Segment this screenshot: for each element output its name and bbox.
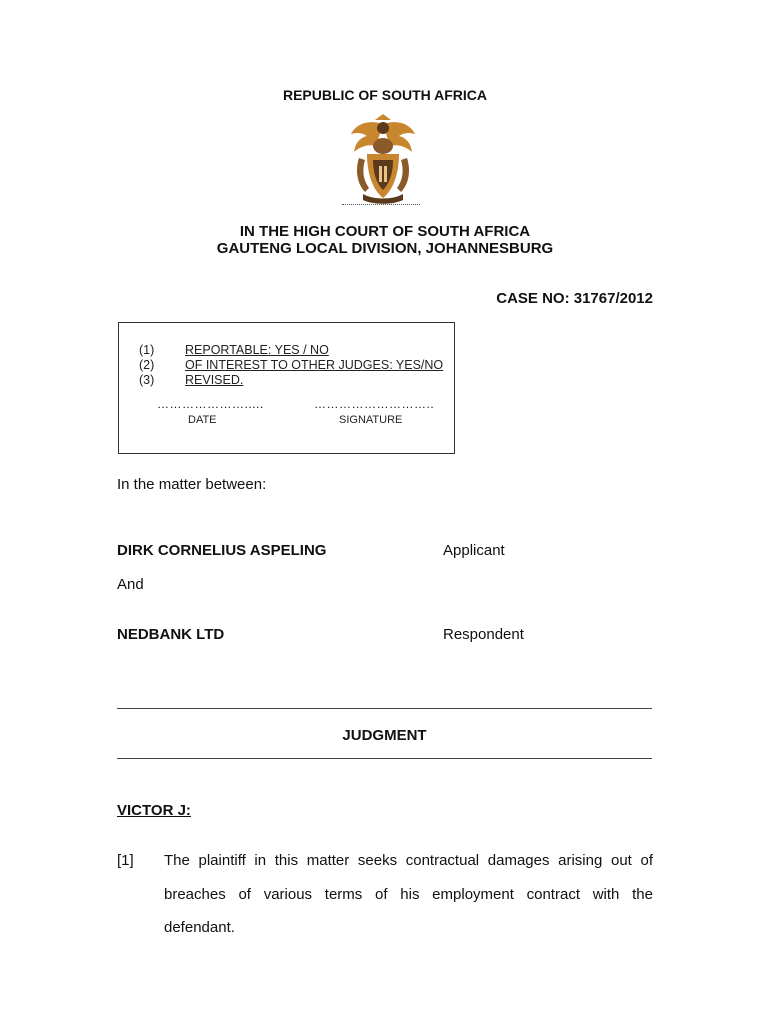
paragraph-line: The plaintiff in this matter seeks contractual damages arising out of bbox=[164, 852, 653, 869]
applicant-name: DIRK CORNELIUS ASPELING bbox=[117, 542, 327, 559]
matter-intro: In the matter between: bbox=[117, 476, 267, 493]
respondent-role: Respondent bbox=[443, 626, 524, 643]
item-number: (1) bbox=[139, 343, 155, 357]
item-label: OF INTEREST TO OTHER JUDGES: YES/NO bbox=[185, 358, 444, 372]
coat-of-arms-emblem bbox=[343, 114, 423, 206]
item-label: REVISED. bbox=[185, 373, 244, 387]
court-name-line2: GAUTENG LOCAL DIVISION, JOHANNESBURG bbox=[216, 240, 554, 257]
signature-dots: ……………………….. bbox=[314, 397, 435, 411]
date-label: DATE bbox=[188, 414, 217, 426]
signature-label: SIGNATURE bbox=[339, 414, 403, 426]
item-number: (3) bbox=[139, 373, 155, 387]
reportable-box bbox=[118, 322, 455, 454]
judgment-top-rule bbox=[117, 708, 652, 709]
judge-name: VICTOR J: bbox=[117, 802, 191, 819]
item-label: REPORTABLE: YES / NO bbox=[185, 343, 329, 357]
respondent-name: NEDBANK LTD bbox=[117, 626, 225, 643]
judgment-bottom-rule bbox=[117, 758, 652, 759]
paragraph-line: breaches of various terms of his employment contract with the bbox=[164, 886, 653, 903]
item-number: (2) bbox=[139, 358, 155, 372]
case-number: CASE NO: 31767/2012 bbox=[496, 290, 653, 307]
republic-heading: REPUBLIC OF SOUTH AFRICA bbox=[282, 87, 488, 103]
paragraph-line: defendant. bbox=[164, 919, 235, 936]
emblem-underline bbox=[342, 204, 420, 205]
party-conjunction: And bbox=[117, 576, 144, 593]
applicant-role: Applicant bbox=[443, 542, 505, 559]
date-dots: …………………..... bbox=[157, 397, 264, 411]
judgment-title: JUDGMENT bbox=[342, 727, 427, 744]
paragraph-number: [1] bbox=[117, 852, 134, 869]
court-name-line1: IN THE HIGH COURT OF SOUTH AFRICA bbox=[239, 223, 531, 240]
